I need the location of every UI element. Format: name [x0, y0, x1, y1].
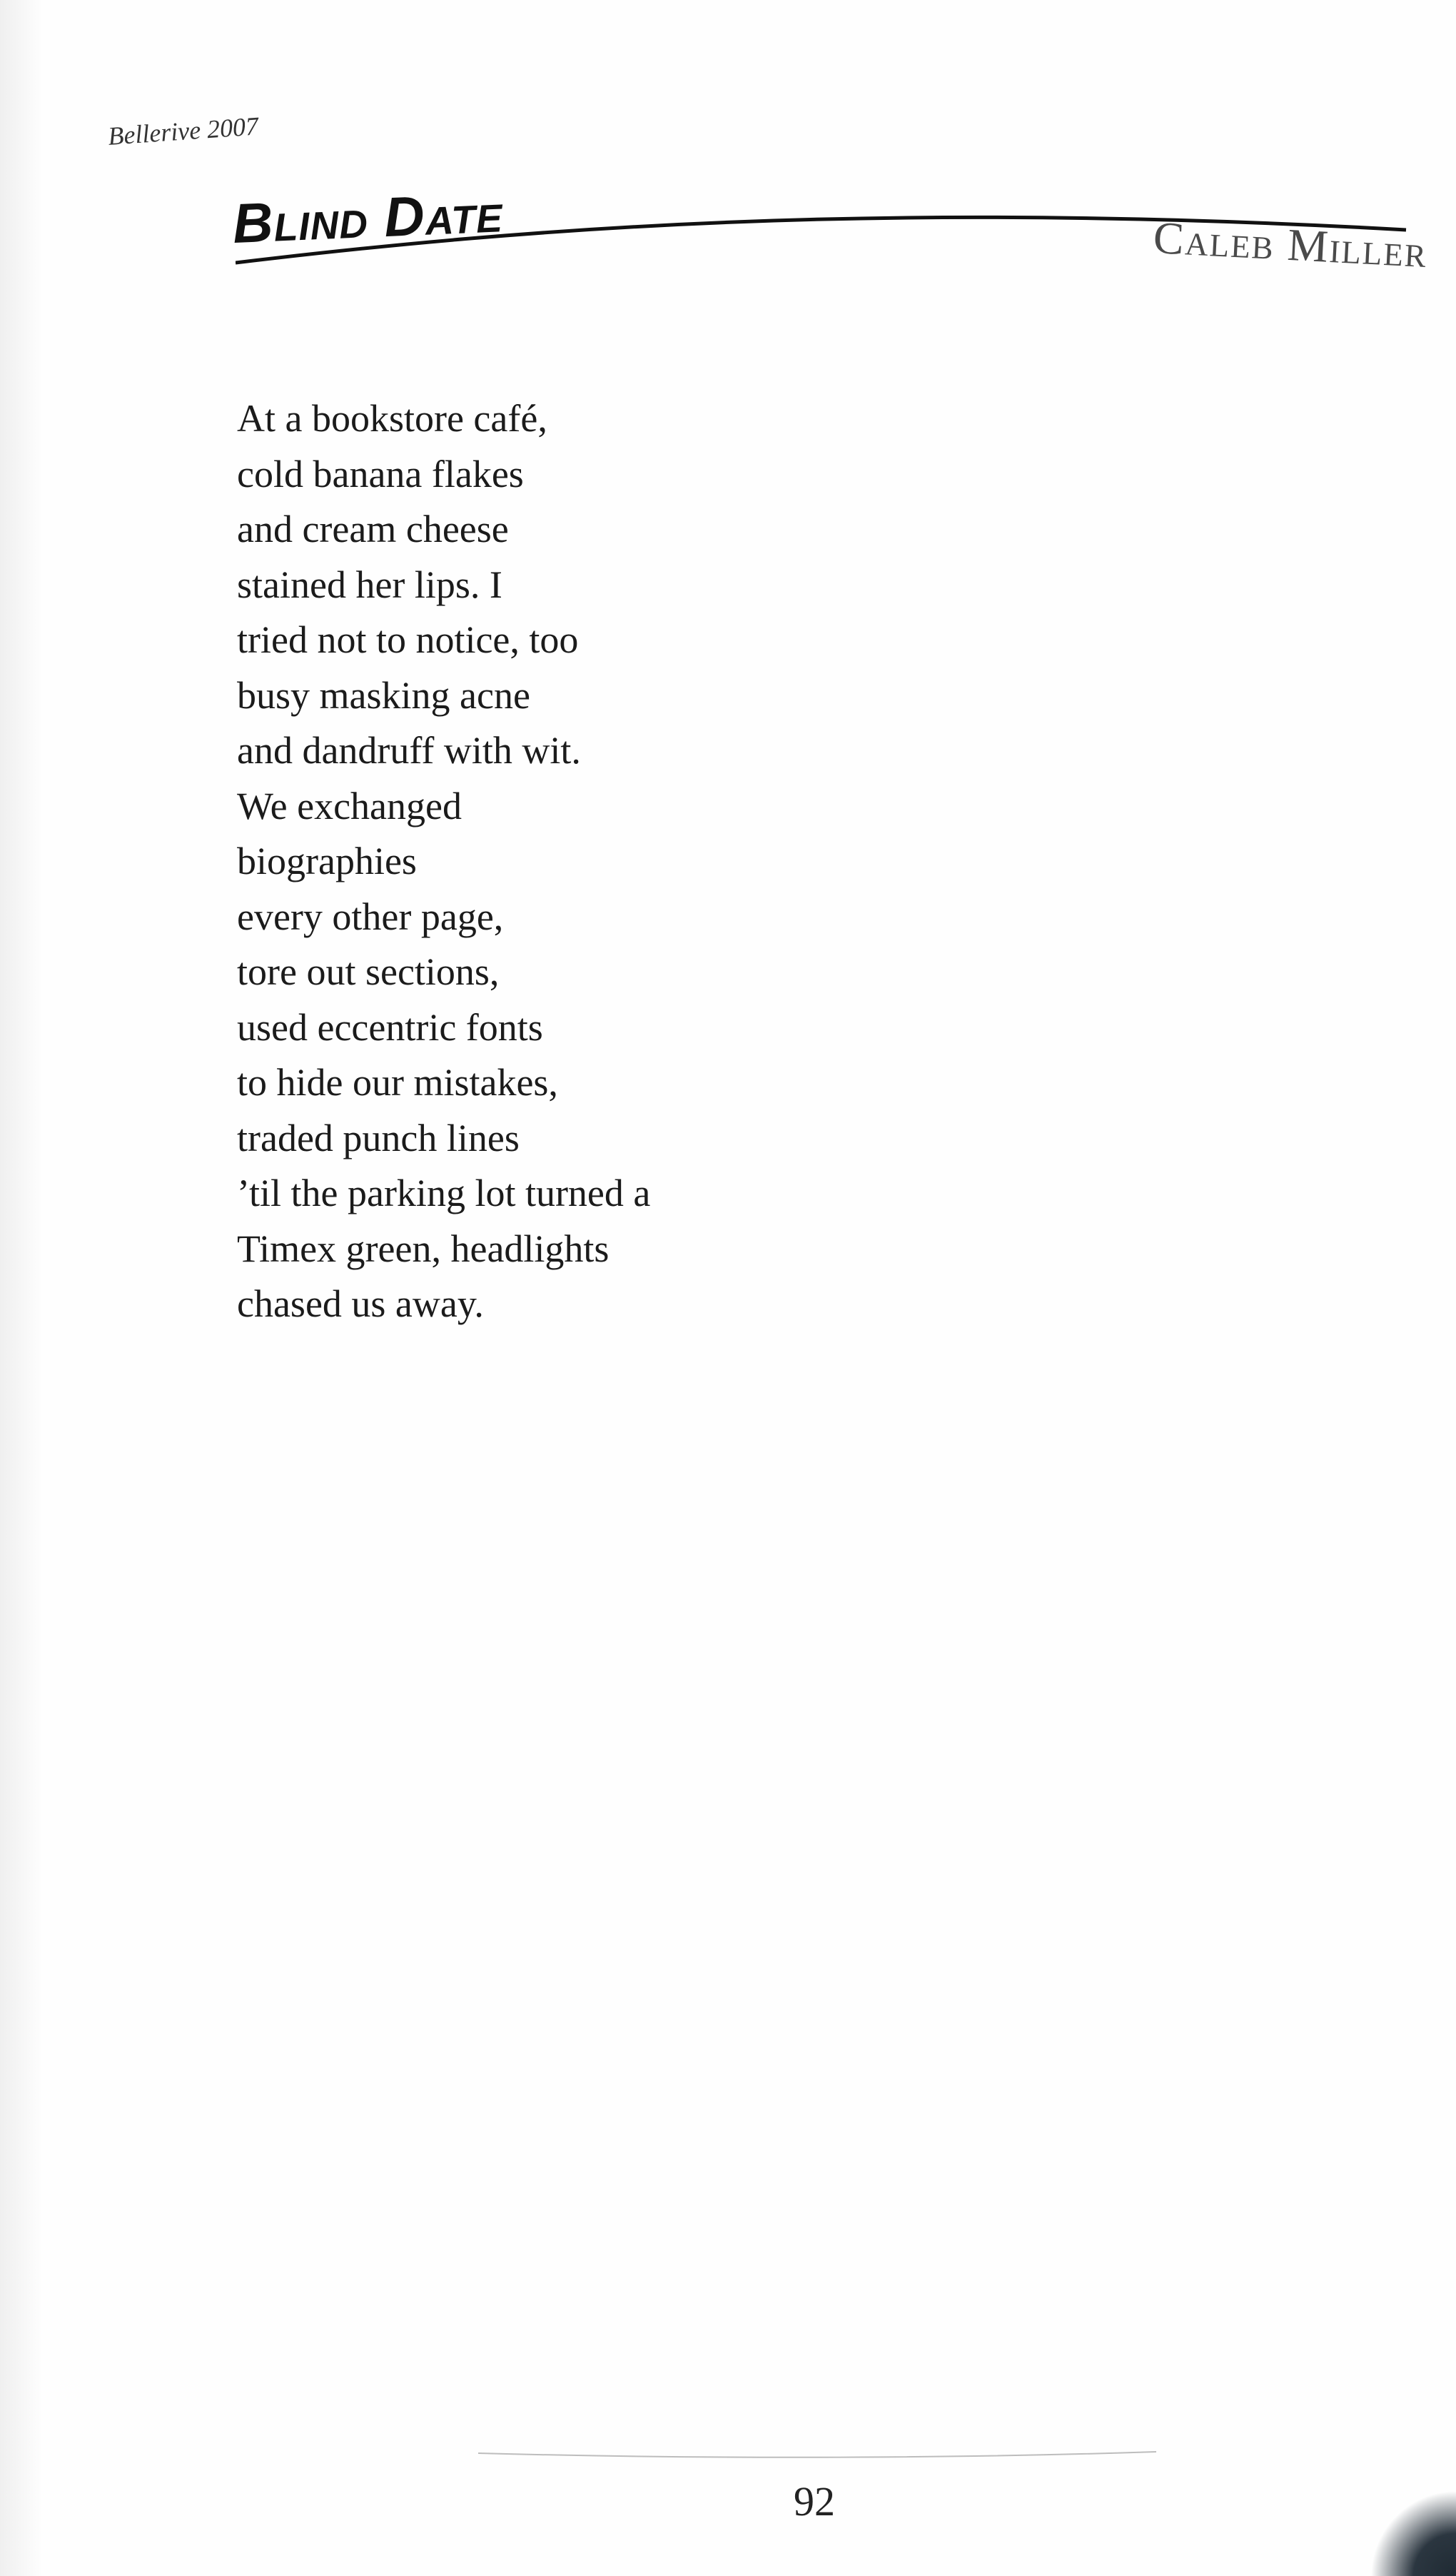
poem-line: Timex green, headlights: [237, 1227, 610, 1270]
poem-line: cold banana flakes: [237, 452, 524, 495]
page-number: 92: [794, 2478, 835, 2525]
page-corner-shadow: [1370, 2490, 1456, 2576]
poem-line: and cream cheese: [237, 508, 509, 550]
poem-line: tore out sections,: [237, 950, 500, 993]
poem-line: tried not to notice, too: [237, 618, 579, 661]
running-head: Bellerive 2007: [107, 111, 260, 151]
poem-line: At a bookstore café,: [237, 397, 547, 440]
poem-line: ’til the parking lot turned a: [237, 1172, 651, 1214]
author-name: Caleb Miller: [1152, 211, 1429, 278]
footer-rule: [478, 2450, 1156, 2460]
poem-line: biographies: [237, 840, 417, 882]
poem-line: traded punch lines: [237, 1116, 520, 1159]
poem-line: to hide our mistakes,: [237, 1061, 558, 1104]
poem-line: used eccentric fonts: [237, 1005, 543, 1049]
poem-line: chased us away.: [237, 1282, 484, 1325]
poem-body: [237, 391, 650, 1332]
poem-line: every other page,: [237, 895, 504, 938]
poem-line: stained her lips. I: [237, 563, 502, 606]
poem-line: busy masking acne: [237, 673, 530, 717]
poem-line: We exchanged: [237, 784, 462, 827]
poem-title: Blind Date: [231, 181, 505, 256]
poem-line: and dandruff with wit.: [237, 729, 581, 772]
